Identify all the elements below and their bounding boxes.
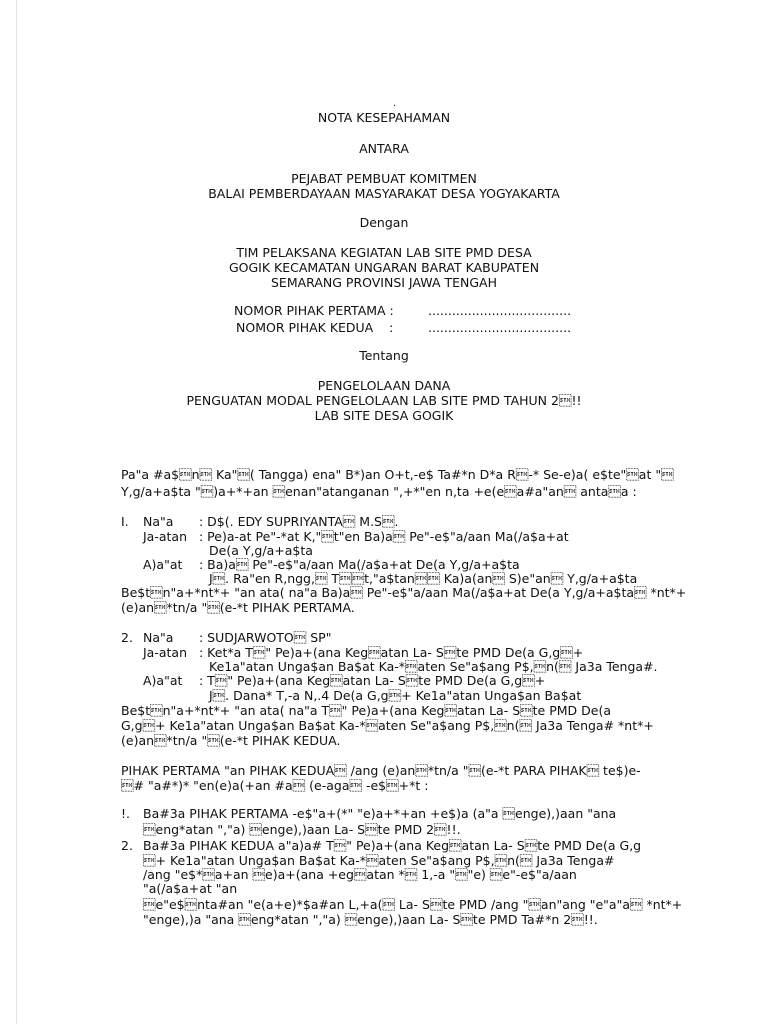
second-number-label: NOMOR PIHAK KEDUA : xyxy=(236,320,394,335)
clause-two-line5: e"e$nta#an "e(a+e)*$a#an L,+a( La- Ste PMD /ang "an"ang "e"a"a *nt*+ xyxy=(143,897,683,912)
party-one-position-label: Ja-atan xyxy=(143,529,188,544)
party-one-position-value2: De(a Y,g/a+a$ta xyxy=(209,543,313,558)
first-number-label: NOMOR PIHAK PERTAMA : xyxy=(234,303,394,318)
clause-two-line6: "enge),)a "ana eng*atan ","a) enge),)aan La- Ste PMD Ta#*n 2!!. xyxy=(143,912,598,927)
clause-one-line1: Ba#3a PIHAK PERTAMA -e$"a+(*" "e)a+*+an +e$)a (a"a enge),)aan "ana xyxy=(143,806,617,821)
party1-heading-line1: PEJABAT PEMBUAT KOMITMEN xyxy=(291,171,477,186)
party-two-name-label: Na"a xyxy=(143,630,174,645)
doc-title: NOTA KESEPAHAMAN xyxy=(317,110,451,125)
subject-line2: PENGUATAN MODAL PENGELOLAAN LAB SITE PMD TAHUN 2!! xyxy=(186,393,582,408)
party-two-closing-line3: (e)an*tn/a "(e-*t PIHAK KEDUA. xyxy=(121,733,341,748)
clause-two-line3: /ang "e$*a+an e)a+(ana +egatan * 1,-a ""e) e"-e$"a/aan xyxy=(143,867,577,882)
subject-line3: LAB SITE DESA GOGIK xyxy=(314,408,454,423)
clause-two-line4: "a(/a$a+at "an xyxy=(143,881,238,896)
subject-tentang: Tentang xyxy=(359,348,409,363)
party-one-position-value1: : Pe)a-at Pe"-*at K,"t"en Ba)a Pe"-e$"a/aan Ma(/a$a+at xyxy=(199,529,569,544)
party-two-position-label: Ja-atan xyxy=(143,645,188,660)
party2-heading-line1: TIM PELAKSANA KEGIATAN LAB SITE PMD DESA xyxy=(236,245,532,260)
parties-line2: # "a#*)* "en(e)a(+an #a (e-aga -e$+*t : xyxy=(121,778,429,793)
title-dengan: Dengan xyxy=(359,215,409,230)
party-one-address-value2: J. Ra"en R,ngg, Tt,"a$tan Ka)a(an S)e"an Y,g/a+a$ta xyxy=(209,571,638,586)
clause-one-line2: eng*atan ","a) enge),)aan La- Ste PMD 2!!. xyxy=(143,822,461,837)
top-mark: . xyxy=(393,98,397,109)
party-two-address-value1: : T" Pe)a+(ana Kegatan La- Ste PMD De(a G,g+ xyxy=(199,673,546,688)
first-number-value: .................................... xyxy=(428,303,572,318)
party-one-address-value1: : Ba)a Pe"-e$"a/aan Ma(/a$a+at De(a Y,g/a+a$ta xyxy=(199,557,520,572)
party-one-number: I. xyxy=(121,514,129,529)
parties-line1: PIHAK PERTAMA "an PIHAK KEDUA /ang (e)an*tn/a "(e-*t PARA PIHAK te$)e- xyxy=(121,763,641,778)
party1-heading-line2: BALAI PEMBERDAYAAN MASYARAKAT DESA YOGYAKARTA xyxy=(208,186,560,201)
party-one-name-value: : D$(. EDY SUPRIYANTA M.S. xyxy=(199,514,399,529)
clause-two-line1: Ba#3a PIHAK KEDUA a"a)a# T" Pe)a+(ana Kegatan La- Ste PMD De(a G,g xyxy=(143,838,642,853)
party-one-closing-line2: (e)an*tn/a "(e-*t PIHAK PERTAMA. xyxy=(121,600,355,615)
party-two-position-value2: Ke1a"atan Unga$an Ba$at Ka-*aten Se"a$ang P$,n( Ja3a Tenga#. xyxy=(209,659,658,674)
party-two-address-label: A)a"at xyxy=(143,673,183,688)
party-two-closing-line1: Be$tn"a+*nt*+ "an ata( na"a T" Pe)a+(ana Kegatan La- Ste PMD De(a xyxy=(121,703,611,718)
clause-one-number: !. xyxy=(121,806,130,821)
party-one-closing-line1: Be$tn"a+*nt*+ "an ata( na"a Ba)a Pe"-e$"a/aan Ma(/a$a+at De(a Y,g/a+a$ta *nt*+ xyxy=(121,585,687,600)
party-two-name-value: : SUDJARWOTO SP" xyxy=(199,630,332,645)
party2-heading-line3: SEMARANG PROVINSI JAWA TENGAH xyxy=(271,275,497,290)
title-antara: ANTARA xyxy=(359,141,409,156)
party-two-position-value1: : Ket*a T" Pe)a+(ana Kegatan La- Ste PMD De(a G,g+ xyxy=(199,645,584,660)
subject-line1: PENGELOLAAN DANA xyxy=(317,378,451,393)
clause-two-number: 2. xyxy=(121,838,133,853)
party2-heading-line2: GOGIK KECAMATAN UNGARAN BARAT KABUPATEN xyxy=(228,260,540,275)
intro-line1: Pa"a #a$n Ka"( Tangga) ena" B*)an O+t,-e$ Ta#*n D*a R-* Se-e)a( e$te"at " xyxy=(121,467,674,482)
party-two-closing-line2: G,g+ Ke1a"atan Unga$an Ba$at Ka-*aten Se"a$ang P$,n( Ja3a Tenga# *nt*+ xyxy=(121,718,654,733)
second-number-value: .................................... xyxy=(428,320,572,335)
party-one-address-label: A)a"at xyxy=(143,557,183,572)
party-two-number: 2. xyxy=(121,630,133,645)
party-one-name-label: Na"a xyxy=(143,514,174,529)
clause-two-line2: + Ke1a"atan Unga$an Ba$at Ka-*aten Se"a$ang P$,n( Ja3a Tenga# xyxy=(143,853,615,868)
intro-line2: Y,g/a+a$ta ")a+*+an enan"atanganan ",+*"en n,ta +e(ea#a"an antaa : xyxy=(121,484,637,499)
party-two-address-value2: J. Dana* T,-a N,.4 De(a G,g+ Ke1a"atan Unga$an Ba$at xyxy=(209,688,582,703)
